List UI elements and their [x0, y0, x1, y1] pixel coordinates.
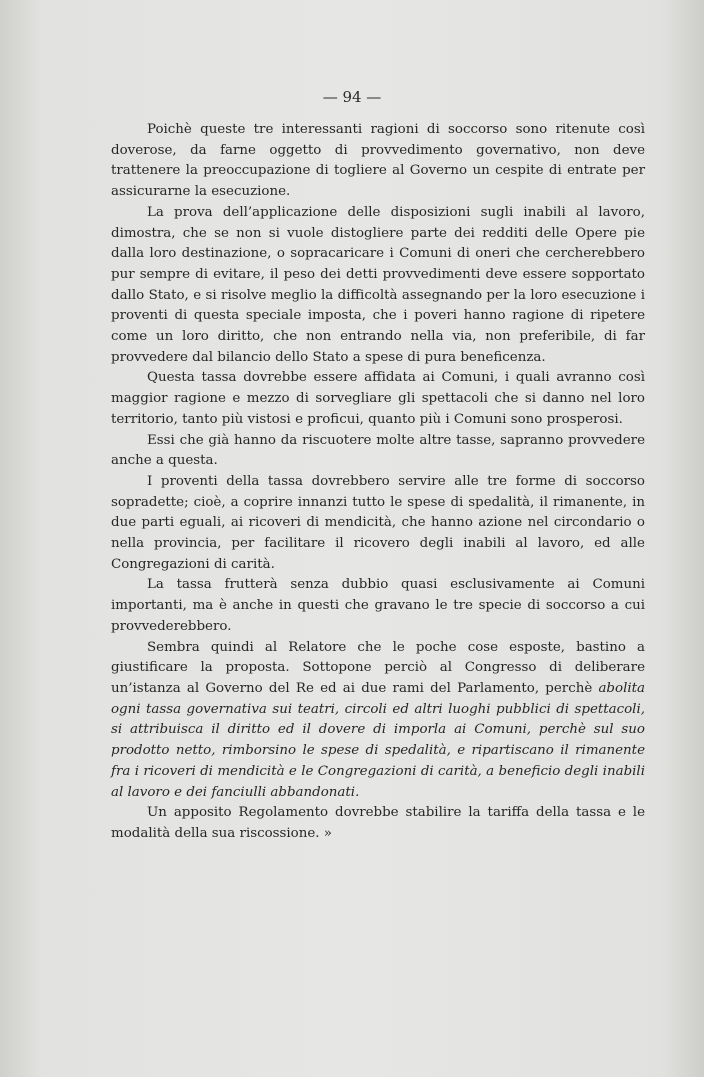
- paragraph-3: Questa tassa dovrebbe essere affidata ai Comuni, i quali avranno così maggior ragione e mezzo di sorvegliare gli spettacoli che si danno nel loro territorio, tanto più vistosi e proficui, quanto più i Comuni sono prosperosi.: [111, 370, 645, 427]
- proposal-text-italic: abolita ogni tassa governativa sui teatri, circoli ed altri luoghi pubblici di spettacoli, si attribuisca il diritto ed il dovere di imporla ai Comuni, perchè sul suo prodotto netto, rimborsino le spese di spedalità, e ripartiscano il rimanente fra i ricoveri di mendicità e le Congregazioni di carità, a beneficio degli inabili al lavoro e dei fanciulli abbandonati.: [111, 680, 645, 800]
- paragraph-2: La prova dell’applicazione delle disposizioni sugli inabili al lavoro, dimostra, che se non si vuole distogliere parte dei redditi delle Opere pie dalla loro destinazione, o sopracaricare i Comuni di oneri che cercherebbero pur sempre di evitare, il peso dei detti provvedimenti deve essere sopportato dallo Stato, e si risolve meglio la difficoltà assegnando per la loro esecuzione i proventi di questa speciale imposta, che i poveri hanno ragione di ripetere come un loro diritto, che non entrando nella via, non preferibile, di far provvedere dal bilancio dello Stato a spese di pura beneficenza.: [111, 204, 645, 365]
- proposal-intro: Sembra quindi al Relatore che le poche cose esposte, bastino a giustificare la proposta. Sottopone perciò al Congresso di deliberare un’istanza al Governo del Re ed ai due rami del Parlamento, perchè: [111, 639, 645, 696]
- paragraph-proposal: [111, 638, 645, 804]
- paragraph-5: I proventi della tassa dovrebbero servire alle tre forme di soccorso sopradette; cioè, a coprire innanzi tutto le spese di spedalità, il rimanente, in due parti eguali, ai ricoveri di mendicità, che hanno azione nel circondario o nella provincia, per facilitare il ricovero degli inabili al lavoro, ed alle Congregazioni di carità.: [111, 473, 645, 572]
- paragraph-closing: Un apposito Regolamento dovrebbe stabilire la tariffa della tassa e le modalità della sua riscossione. »: [111, 805, 645, 841]
- paragraph-4: Essi che già hanno da riscuotere molte altre tasse, sapranno provvedere anche a questa.: [111, 432, 645, 469]
- paragraph-1: Poichè queste tre interessanti ragioni di soccorso sono ritenute così doverose, da farne oggetto di provvedimento governativo, non deve trattenere la preoccupazione di togliere al Governo un cespite di entrate per assicurarne la esecuzione.: [111, 122, 645, 200]
- page-number: — 94 —: [322, 88, 382, 106]
- body-text: [111, 120, 645, 845]
- paragraph-6: La tassa frutterà senza dubbio quasi esclusivamente ai Comuni importanti, ma è anche in questi che gravano le tre specie di soccorso a cui provvederebbero.: [111, 577, 645, 634]
